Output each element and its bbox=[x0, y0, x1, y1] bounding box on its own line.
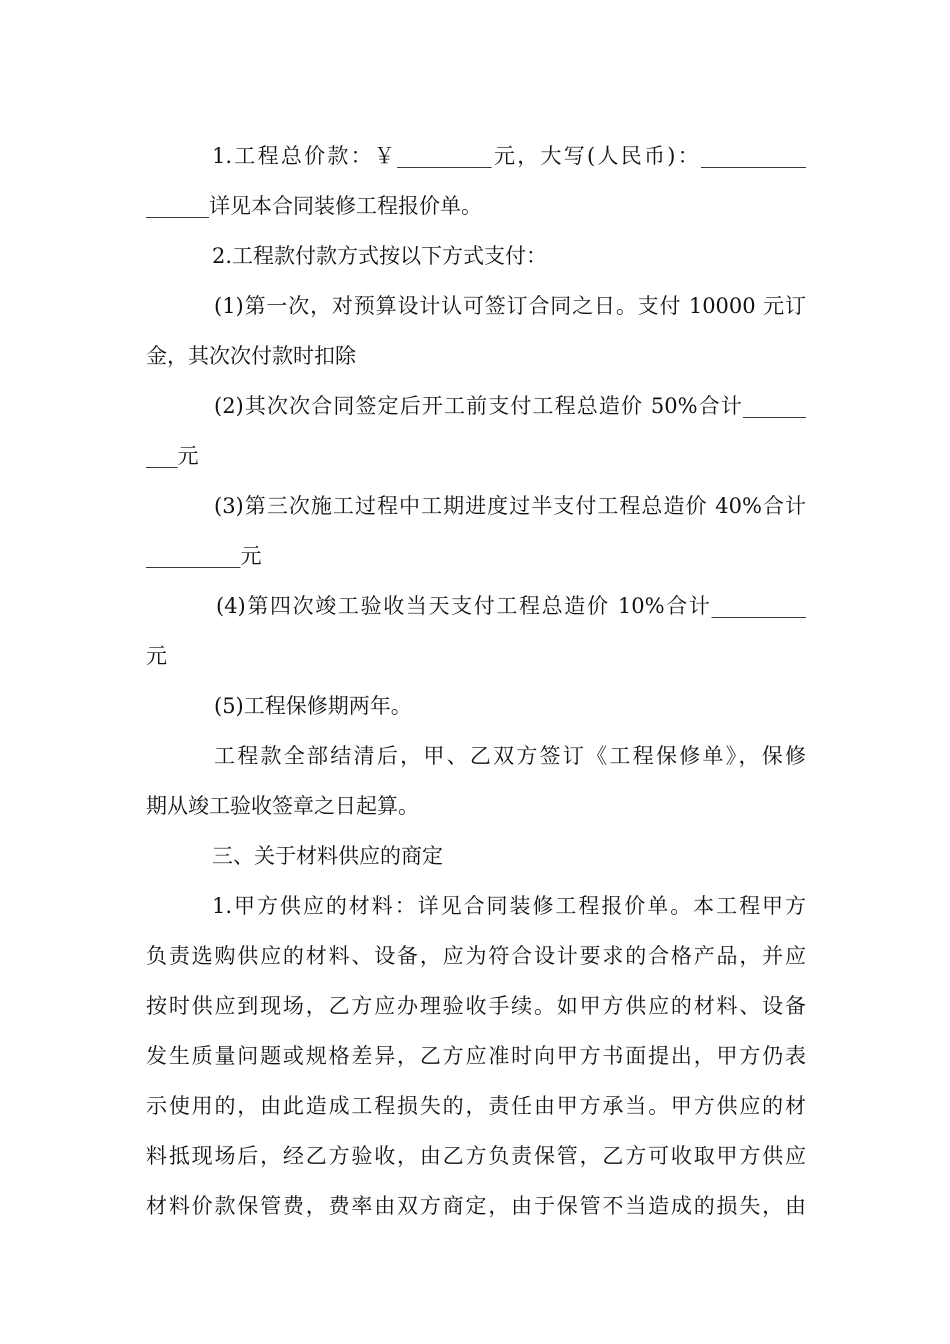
text-line-materials-3: 按时供应到现场，乙方应办理验收手续。如甲方供应的材料、设备 bbox=[146, 994, 806, 1018]
text-line-payment-2: (2)其次次合同签定后开工前支付工程总造价 50%合计______ bbox=[214, 394, 806, 418]
text-line-payment-3-cont: _________元 bbox=[146, 544, 262, 568]
text-line-payment-3: (3)第三次施工过程中工期进度过半支付工程总造价 40%合计 bbox=[214, 494, 806, 518]
text-line-materials-2: 负责选购供应的材料、设备，应为符合设计要求的合格产品，并应 bbox=[146, 944, 806, 968]
text-line-payment-4: (4)第四次竣工验收当天支付工程总造价 10%合计_________ bbox=[216, 594, 806, 618]
text-line-price-cont: ______详见本合同装修工程报价单。 bbox=[146, 194, 482, 218]
text-line-warranty: (5)工程保修期两年。 bbox=[214, 694, 412, 718]
document-body bbox=[146, 131, 806, 1231]
text-line-payment-4-cont: 元 bbox=[146, 644, 167, 668]
text-line-payment-1-cont: 金，其次次付款时扣除 bbox=[146, 344, 356, 368]
section-heading-materials: 三、关于材料供应的商定 bbox=[212, 844, 443, 868]
text-line-materials-6: 料抵现场后，经乙方验收，由乙方负责保管，乙方可收取甲方供应 bbox=[146, 1144, 806, 1168]
text-line-payment-1: (1)第一次，对预算设计认可签订合同之日。支付 10000 元订 bbox=[214, 294, 806, 318]
text-line-materials-4: 发生质量问题或规格差异，乙方应准时向甲方书面提出，甲方仍表 bbox=[146, 1044, 806, 1068]
text-line-settlement-cont: 期从竣工验收签章之日起算。 bbox=[146, 794, 419, 818]
text-line-materials-1: 1.甲方供应的材料：详见合同装修工程报价单。本工程甲方 bbox=[212, 894, 806, 918]
text-line-settlement: 工程款全部结清后，甲、乙双方签订《工程保修单》，保修 bbox=[214, 744, 806, 768]
text-line-materials-7: 材料价款保管费，费率由双方商定，由于保管不当造成的损失，由 bbox=[146, 1194, 806, 1218]
text-line-payment-method: 2.工程款付款方式按以下方式支付： bbox=[212, 244, 548, 268]
text-line-payment-2-cont: ___元 bbox=[146, 444, 199, 468]
text-line-price: 1.工程总价款：￥_________元，大写(人民币)：__________ bbox=[212, 144, 806, 168]
text-line-materials-5: 示使用的，由此造成工程损失的，责任由甲方承当。甲方供应的材 bbox=[146, 1094, 806, 1118]
